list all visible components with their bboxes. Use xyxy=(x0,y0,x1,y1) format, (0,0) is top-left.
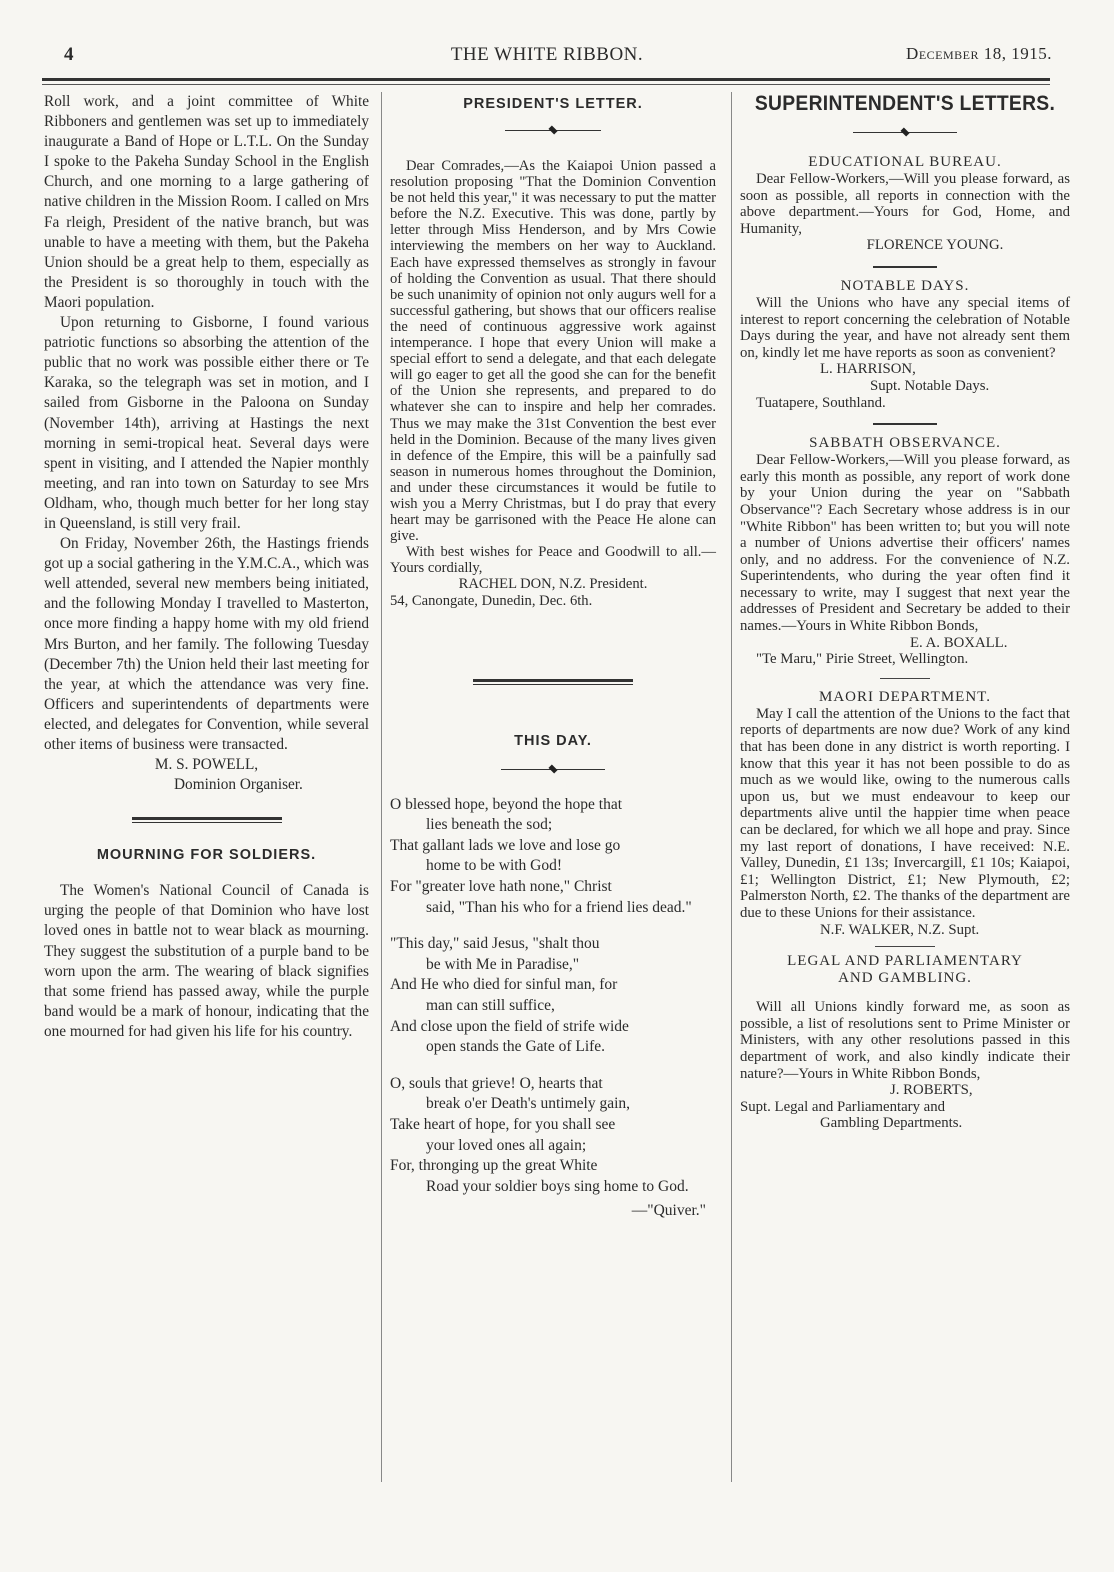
header-rule-thin xyxy=(42,84,1050,85)
poem-line: be with Me in Paradise," xyxy=(426,955,580,973)
poem-line: your loved ones all again; xyxy=(426,1136,587,1154)
president-address: 54, Canongate, Dunedin, Dec. 6th. xyxy=(390,592,593,609)
poem-stanza xyxy=(390,1074,716,1198)
poem-line: Road your soldier boys sing home to God. xyxy=(426,1177,689,1195)
president-letter-closing: With best wishes for Peace and Goodwill to all.—Yours cordially, xyxy=(390,544,716,577)
notable-days-title: Supt. Notable Days. xyxy=(870,377,990,394)
column-rule xyxy=(381,92,382,1482)
notable-days-text: Will the Unions who have any special items of interest to report concerning the celebration of Notable Days during the year, and have not already sent them on, kindly let me have reports as soon as convenient? xyxy=(740,294,1070,361)
page-header xyxy=(42,38,1052,78)
this-day-heading: THIS DAY. xyxy=(514,732,592,749)
poem-line: O blessed hope, beyond the hope that xyxy=(390,795,623,813)
poem-line: That gallant lads we love and lose go xyxy=(390,836,621,854)
notable-days-heading: NOTABLE DAYS. xyxy=(840,277,970,294)
mourning-heading: MOURNING FOR SOLDIERS. xyxy=(96,847,317,864)
poem-line: And He who died for sinful man, for xyxy=(390,976,618,994)
legal-title-line2: Gambling Departments. xyxy=(820,1115,963,1132)
sabbath-observance-heading: SABBATH OBSERVANCE. xyxy=(809,435,1001,452)
header-rule xyxy=(42,78,1050,81)
educational-bureau-text: Dear Fellow-Workers,—Will you please forward, as soon as possible, all reports in connection with the above department.—Yours for God, Home, and Humanity, xyxy=(740,171,1070,237)
organiser-report-p3: On Friday, November 26th, the Hastings friends got up a social gathering in the Y.M.C.A., which was well attended, several new members being initiated, and the following Monday I travelled to Masterton, once more finding a happy home with my old friend Mrs Burton, and her family. The following Tuesday (December 7th) the Union held their last meeting for the year, at which the attendance was very fine. Officers and superintendents of departments were elected, and delegates for Convention, while several other items of business were transacted. xyxy=(44,535,369,753)
president-letter-body: Dear Comrades,—As the Kaiapoi Union passed a resolution proposing "That the Dominion Convention be not held this year," it was necessary to put the matter before the N.Z. Executive. This was done, partly by letter through Miss Henderson, and by Mrs Cowie interviewing the members on her way to Auckland. Each have expressed themselves as strongly in favour of holding the Convention as usual. That there should be such unanimity of opinion not only augurs well for a successful gathering, but shows that our officers realise the need of continuous aggressive work against intemperance. I hope that every Union will make a special effort to send a delegate, and that each delegate will go eager to get all the good she can for the benefit of the Union she represents, and prepared to do whatever she can to inspire and help her comrades. Thus we may make the 31st Convention the best ever held in the Dominion. Because of the many lives given in defence of the Empire, this will be a painfully sad season in numerous homes throughout the Dominion, and under these circumstances it would be futile to wish you a Merry Christmas, but I do pray that every heart may be garrisoned with the Peace He alone can give. xyxy=(390,158,716,545)
poem-line: For "greater love hath none," Christ xyxy=(390,878,612,895)
organiser-report-p2: Upon returning to Gisborne, I found various patriotic functions so absorbing the attention of the public that no work was possible either there or Te Karaka, so the telegraph was set in motion, and I sailed from Gisborne in the Paloona on Sunday (November 14th), arriving at Hastings the next morning in semi-tropical heat. Several days were spent in visiting, and I attended the Napier monthly meeting, and ran into town on Saturday to see Mrs Oldham, who, though much better for her long stay in Queensland, is still very frail. xyxy=(44,314,369,532)
poem-line: Take heart of hope, for you shall see xyxy=(390,1115,616,1133)
poem-stanza xyxy=(390,934,716,1058)
poem-stanza xyxy=(390,795,716,919)
poem-line: open stands the Gate of Life. xyxy=(426,1038,606,1056)
column-left xyxy=(44,92,369,1042)
educational-bureau-signature: FLORENCE YOUNG. xyxy=(866,237,1004,254)
ornament-divider xyxy=(853,126,957,140)
educational-bureau-heading: EDUCATIONAL BUREAU. xyxy=(808,154,1002,170)
poem-line: For, thronging up the great White xyxy=(390,1157,598,1175)
legal-title-line1: Supt. Legal and Parliamentary and xyxy=(740,1098,946,1115)
notable-days-address: Tuatapere, Southland. xyxy=(756,394,886,411)
poem-source: —"Quiver." xyxy=(631,1202,706,1220)
issue-date: December 18, 1915. xyxy=(906,44,1052,63)
legal-heading-line1: LEGAL AND PARLIAMENTARY xyxy=(787,953,1023,970)
legal-text: Will all Unions kindly forward me, as soon as possible, a list of resolutions sent to Prime Minister or Ministers, with any other resolutions passed in this department of work, and also kindly indicate their nature?—Yours in White Ribbon Bonds, xyxy=(740,999,1070,1082)
poem-line: O, souls that grieve! O, hearts that xyxy=(390,1074,603,1092)
notable-days-signature: L. HARRISON, xyxy=(820,361,916,378)
president-signature: RACHEL DON, N.Z. President. xyxy=(458,576,648,593)
maori-department-text: May I call the attention of the Unions to the fact that reports of departments are now due? Work of any kind that has been done in any district is worth reporting. I know that this year it has not been possible to do as much as we would like, owing to the numerous calls upon us, but we must endeavour to keep our departments alive until the happier time when peace can be declared, for which we all hope and pray. Since my last report of donations, I have received: N.E. Valley, Dunedin, £1 13s; Invercargill, £1 10s; Kaiapoi, £1; Wellington District, £1; New Plymouth, £2; Palmerston North, £2. The thanks of the department are due to these Unions for their assistance. xyxy=(740,705,1070,921)
legal-signature: J. ROBERTS, xyxy=(890,1082,973,1099)
sabbath-observance-text: Dear Fellow-Workers,—Will you please forward, as early this month as possible, any report of work done by your Union during the year on "Sabbath Observance"? Each Secretary whose address is in our "White Ribbon" has been written to; but you will note a number of Unions advertise their officers' names only, and no address. For the convenience of N.Z. Superintendents, who during the year often find it necessary to write, may I suggest that next year the addresses of President and Secretary be added to their names.—Yours in White Ribbon Bonds, xyxy=(740,452,1070,635)
poem-this-day xyxy=(390,795,716,1222)
maori-department-signature: N.F. WALKER, N.Z. Supt. xyxy=(820,921,980,938)
sabbath-observance-signature: E. A. BOXALL. xyxy=(910,634,1008,651)
maori-department-heading: MAORI DEPARTMENT. xyxy=(819,688,991,705)
poem-line: break o'er Death's untimely gain, xyxy=(426,1095,631,1113)
sabbath-observance-address: "Te Maru," Pirie Street, Wellington. xyxy=(756,651,969,668)
poem-line: home to be with God! xyxy=(426,857,563,875)
legal-heading-line2: AND GAMBLING. xyxy=(838,970,972,987)
column-middle xyxy=(390,92,716,1222)
poem-line: man can still suffice, xyxy=(426,996,555,1014)
poem-line: lies beneath the sod; xyxy=(426,816,553,834)
poem-line: said, "Than his who for a friend lies dead." xyxy=(426,898,692,916)
superintendents-heading: SUPERINTENDENT'S LETTERS. xyxy=(754,92,1056,115)
poem-line: "This day," said Jesus, "shalt thou xyxy=(390,935,600,953)
organiser-signature: M. S. POWELL, xyxy=(154,756,259,774)
organiser-title: Dominion Organiser. xyxy=(174,776,303,794)
column-right xyxy=(740,92,1070,1132)
organiser-report-p1: Roll work, and a joint committee of White Ribboners and gentlemen was set up to immediately inaugurate a Band of Hope or L.T.L. On the Sunday I spoke to the Pakeha Sunday School in the English Church, and one morning to a large gathering of native children in the Mission Room. I called on Mrs Fa rleigh, President of the native branch, but was unable to have a meeting with them, but the Pakeha Union should be a great help to them, especially as the President is so thoroughly in touch with the Maori population. xyxy=(44,93,369,311)
page-number: 4 xyxy=(64,44,74,65)
poem-line: And close upon the field of strife wide xyxy=(390,1017,629,1035)
masthead-title: THE WHITE RIBBON. xyxy=(450,44,644,65)
president-letter-heading: PRESIDENT'S LETTER. xyxy=(463,96,643,112)
column-rule xyxy=(731,92,732,1482)
ornament-divider xyxy=(505,124,601,138)
mourning-article: The Women's National Council of Canada is urging the people of that Dominion who have lost loved ones in battle not to wear black as mourning. They suggest the substitution of a purple band to be worn upon the arm. The wearing of black signifies that some friend has passed away, while the purple band would be a mark of honour, indicating that the one mourned for had given his life for his country. xyxy=(44,882,369,1040)
ornament-divider xyxy=(501,763,605,777)
